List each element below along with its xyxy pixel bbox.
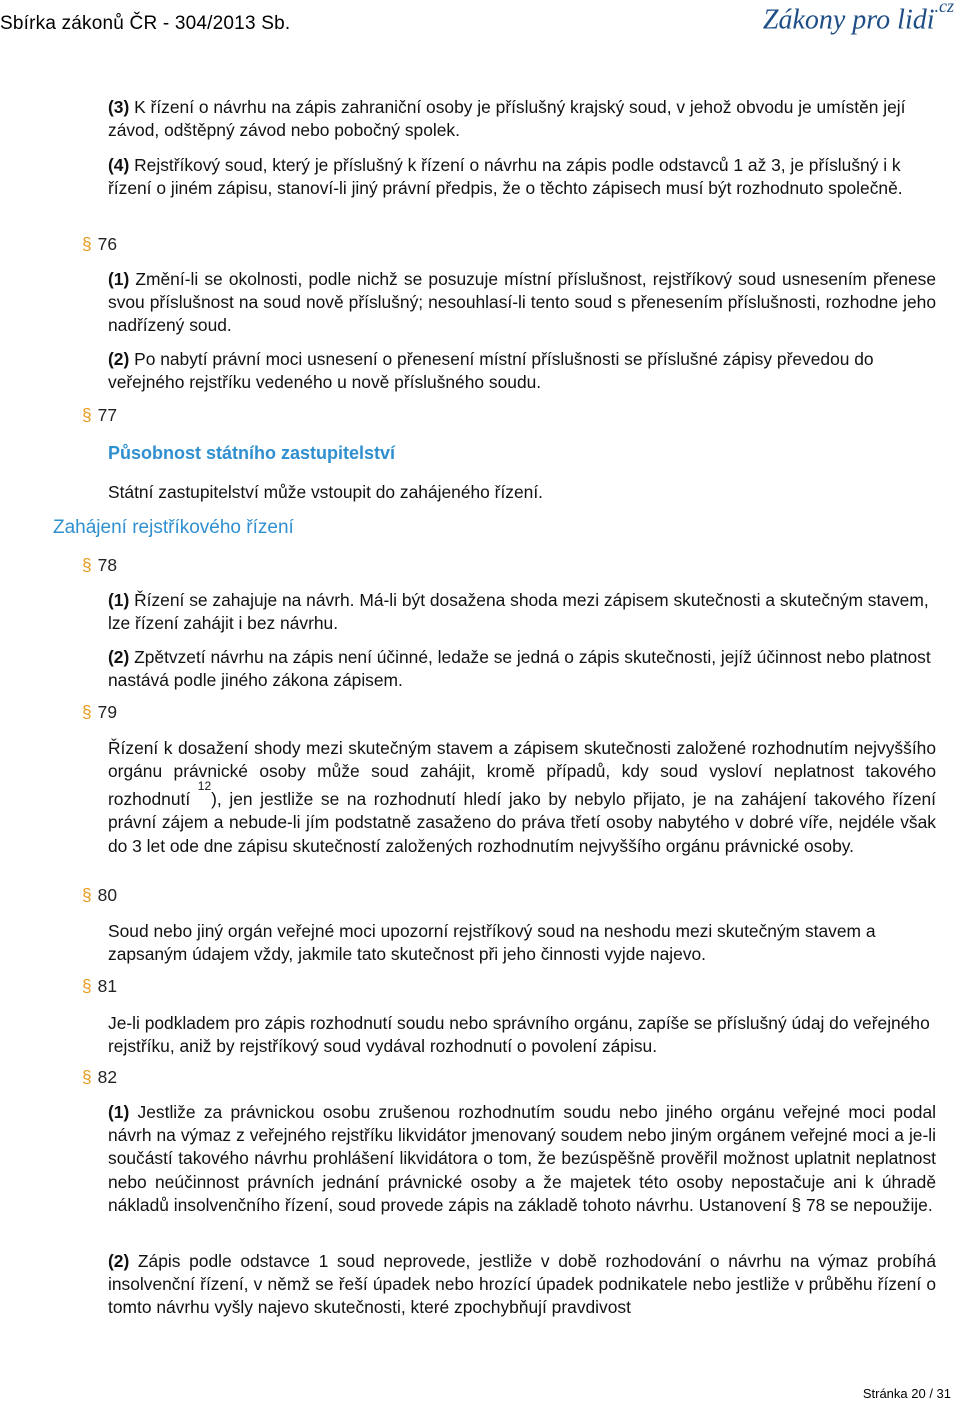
paragraph-82-2 — [108, 1250, 936, 1320]
paragraph-number: (1) — [108, 1102, 130, 1122]
paragraph-76-1 — [108, 268, 936, 338]
paragraph-number: (1) — [108, 590, 130, 610]
section-number: 80 — [97, 885, 118, 905]
paragraph-76-2 — [108, 348, 936, 394]
section-marker-79[interactable] — [82, 702, 117, 723]
paragraph-78-2 — [108, 646, 936, 692]
paragraph-number: (3) — [108, 97, 130, 117]
paragraph-number: (2) — [108, 647, 130, 667]
section-marker-78[interactable] — [82, 555, 117, 576]
section-symbol: § — [82, 234, 92, 254]
section-number: 82 — [97, 1067, 118, 1087]
section-marker-76[interactable] — [82, 234, 117, 255]
paragraph-82-1 — [108, 1101, 936, 1217]
page-header — [0, 0, 960, 48]
section-number: 79 — [97, 702, 118, 722]
section-number: 77 — [97, 405, 118, 425]
paragraph-78-1 — [108, 589, 936, 635]
paragraph-number: (2) — [108, 1251, 130, 1271]
section-heading-77: Působnost státního zastupitelství — [108, 443, 396, 463]
paragraph-77: Státní zastupitelství může vstoupit do zahájeného řízení. — [108, 482, 544, 502]
section-symbol: § — [82, 405, 92, 425]
paragraph-text-continued: ), jen jestliže se na rozhodnutí hledí jako by nebylo přijato, je na zahájení takového řízení právní zájem a nebude-li jím podstatně zasaženo do práva třetí osoby nabytého v dobré víře, nejdéle však do 3 let ode dne zápisu skutečností založených rozhodnutím nejvyššího orgánu právnické osoby. — [108, 789, 937, 856]
paragraph-text: Řízení k dosažení shody mezi skutečným stavem a zápisem skutečnosti založené rozhodnutím nejvyššího orgánu právnické osoby může soud zahájit, kromě případů, kdy soud vysloví neplatnost takového rozhodnutí — [108, 738, 936, 810]
part-heading: Zahájení rejstříkového řízení — [53, 517, 294, 538]
section-number: 78 — [97, 555, 118, 575]
paragraph-text: Řízení se zahajuje na návrh. Má-li být dosažena shoda mezi zápisem skutečnosti a skutečným stavem, lze řízení zahájit i bez návrhu. — [108, 590, 929, 634]
section-symbol: § — [82, 976, 92, 996]
paragraph-text: Po nabytí právní moci usnesení o přenesení místní příslušnosti se příslušné zápisy převedou do veřejného rejstříku vedeného u nově příslušného soudu. — [108, 349, 874, 393]
paragraph-number: (1) — [108, 269, 130, 289]
paragraph-text: Zpětvzetí návrhu na zápis není účinné, ledaže se jedná o zápis skutečnosti, jejíž účinnost nebo platnost nastává podle jiného zákona zápisem. — [108, 647, 931, 691]
section-marker-80[interactable] — [82, 885, 117, 906]
paragraph-number: (2) — [108, 349, 130, 369]
section-number: 81 — [97, 976, 118, 996]
section-symbol: § — [82, 1067, 92, 1087]
paragraph-text: Rejstříkový soud, který je příslušný k řízení o návrhu na zápis podle odstavců 1 až 3, je příslušný i k řízení o jiném zápisu, stanoví-li jiný právní předpis, že o těchto zápisech musí být rozhodnuto společně. — [108, 155, 903, 199]
paragraph-80: Soud nebo jiný orgán veřejné moci upozorní rejstříkový soud na neshodu mezi skutečným stavem a zapsaným údajem vždy, jakmile tato skutečnost při jeho činnosti vyjde najevo. — [108, 921, 876, 965]
document-title: Sbírka zákonů ČR - 304/2013 Sb. — [0, 13, 291, 34]
paragraph-number: (4) — [108, 155, 130, 175]
paragraph-text: K řízení o návrhu na zápis zahraniční osoby je příslušný krajský soud, v jehož obvodu je umístěn její závod, odštěpný závod nebo pobočný spolek. — [108, 97, 906, 141]
brand-logo[interactable] — [763, 2, 954, 36]
section-marker-81[interactable] — [82, 976, 117, 997]
section-symbol: § — [82, 885, 92, 905]
section-symbol: § — [82, 702, 92, 722]
section-marker-77[interactable] — [82, 405, 117, 426]
section-number: 76 — [97, 234, 118, 254]
brand-name: Zákony pro lidi — [762, 4, 935, 36]
paragraph-text: Zápis podle odstavce 1 soud neprovede, jestliže v době rozhodování o návrhu na výmaz probíhá insolvenční řízení, v němž se řeší úpadek nebo hrozící úpadek podnikatele nebo jestliže v průběhu řízení o tomto návrhu vyšly najevo skutečnosti, které zpochybňují pravdivost — [108, 1251, 936, 1318]
page-number: Stránka 20 / 31 — [862, 1386, 951, 1401]
section-marker-82[interactable] — [82, 1067, 117, 1088]
brand-suffix: .cz — [934, 0, 954, 16]
paragraph-81: Je-li podkladem pro zápis rozhodnutí soudu nebo správního orgánu, zapíše se příslušný údaj do veřejného rejstříku, aniž by rejstříkový soud vydával rozhodnutí o povolení zápisu. — [108, 1013, 930, 1057]
footnote-reference[interactable]: 12 — [197, 779, 212, 794]
paragraph-75-4 — [108, 154, 936, 200]
paragraph-75-3 — [108, 96, 936, 142]
paragraph-79 — [108, 737, 936, 858]
paragraph-text: Jestliže za právnickou osobu zrušenou rozhodnutím soudu nebo jiného orgánu veřejné moci podal návrh na výmaz z veřejného rejstříku likvidátor jmenovaný soudem nebo jiným orgánem veřejné moci a je-li součástí takového návrhu prohlášení likvidátora o tom, že bezúspěšně prověřil možnost uplatnit neplatnost nebo neúčinnost právních jednání právnické osoby a že majetek této osoby nepostačuje ani k úhradě nákladů insolvenčního řízení, soud provede zápis na základě tohoto návrhu. Ustanovení § 78 se nepoužije. — [108, 1102, 936, 1215]
paragraph-text: Změní-li se okolnosti, podle nichž se posuzuje místní příslušnost, rejstříkový soud usnesením přenese svou příslušnost na soud nově příslušný; nesouhlasí-li tento soud s přenesením příslušnosti, rozhodne jeho nadřízený soud. — [108, 269, 936, 336]
section-symbol: § — [82, 555, 92, 575]
